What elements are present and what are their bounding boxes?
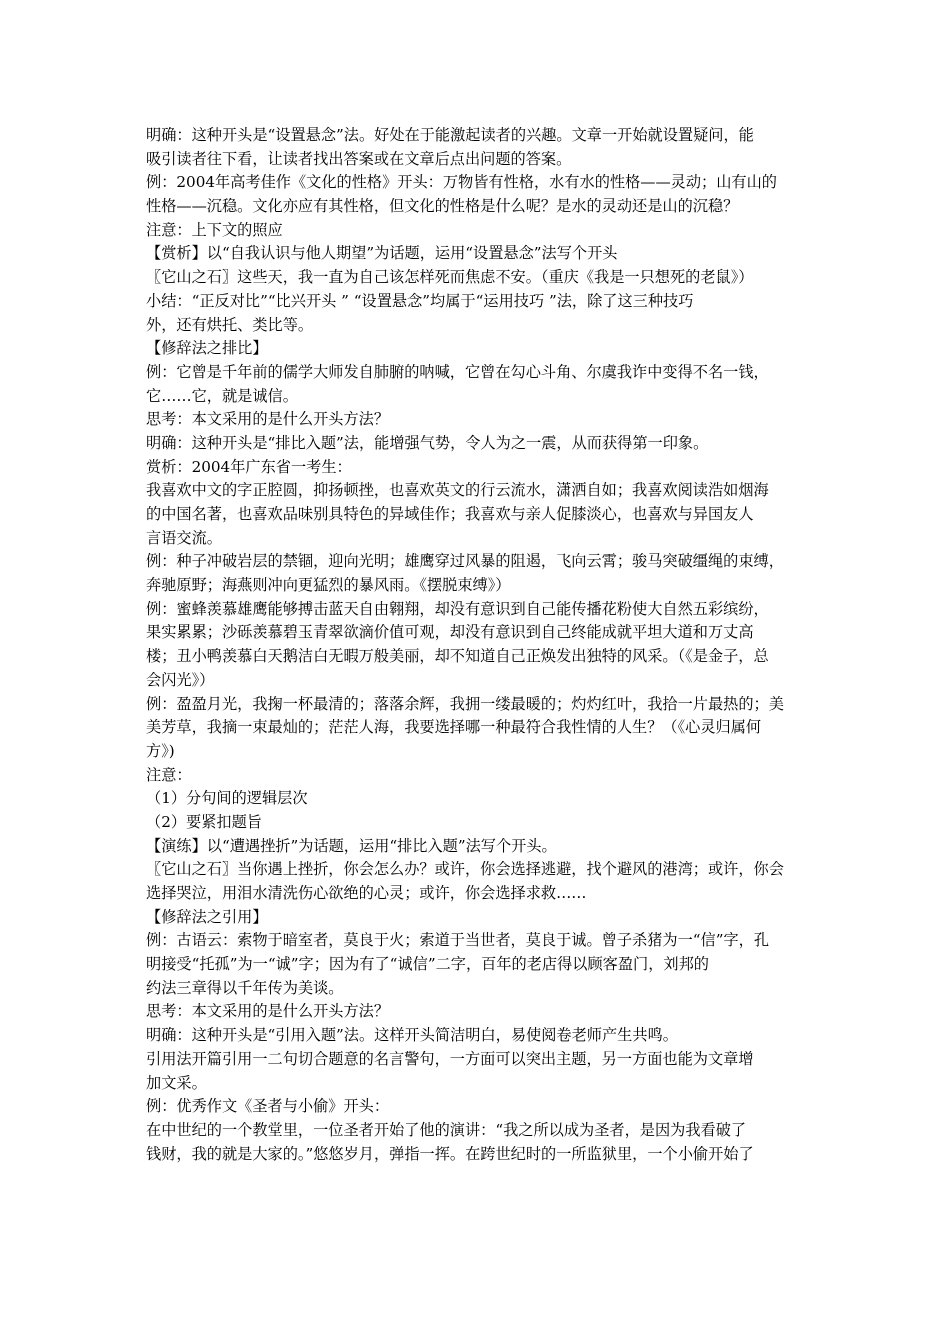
text-line: 【演练】以“遭遇挫折”为话题，运用“排比入题”法写个开头。 [146, 836, 557, 855]
text-line: 赏析：2004年广东省一考生： [146, 457, 352, 476]
text-line: 〖它山之石〗这些天，我一直为自己该怎样死而焦虑不安。（重庆《我是一只想死的老鼠》） [146, 268, 754, 287]
text-line: 明确：这种开头是“排比入题”法，能增强气势，令人为之一震，从而获得第一印象。 [146, 433, 709, 452]
text-line: 钱财，我的就是大家的。”悠悠岁月，弹指一挥。在跨世纪时的一所监狱里，一个小偷开始了 [146, 1144, 754, 1163]
text-line: 明接受“托孤”为一“诚”字；因为有了“诚信”二字，百年的老店得以顾客盈门，刘邦的 [146, 955, 709, 974]
text-line: 会闪光》） [146, 670, 215, 689]
text-line: 言语交流。 [146, 528, 222, 547]
text-line: 吸引读者往下看，让读者找出答案或在文章后点出问题的答案。 [146, 149, 572, 168]
text-line: 的中国名著，也喜欢品味别具特色的异域佳作；我喜欢与亲人促膝淡心，也喜欢与异国友人 [146, 505, 754, 523]
text-line: （1）分句间的逻辑层次 [146, 789, 308, 808]
text-line: 奔驰原野；海燕则冲向更猛烈的暴风雨。《摆脱束缚》） [146, 576, 511, 595]
document-body [146, 124, 804, 1166]
text-line: 注意： [146, 765, 192, 784]
text-line: 明确：这种开头是“引用入题”法。这样开头简洁明白，易使阅卷老师产生共鸣。 [146, 1026, 678, 1045]
text-line: 选择哭泣，用泪水清洗伤心欲绝的心灵；或许，你会选择求救…… [146, 884, 587, 902]
text-line: 【赏析】以“自我认识与他人期望”为话题，运用“设置悬念”法写个开头 [146, 244, 618, 263]
text-line: 注意：上下文的照应 [146, 220, 283, 239]
text-line: 明确：这种开头是“设置悬念”法。好处在于能激起读者的兴趣。文章一开始就设置疑问，能 [146, 126, 754, 144]
text-line: 楼；丑小鸭羡慕白天鹅洁白无暇万般美丽，却不知道自己正焕发出独特的风采。（《是金子，总 [146, 647, 769, 666]
text-line: 例：2004年高考佳作《文化的性格》开头：万物皆有性格，水有水的性格——灵动；山有山的 [146, 173, 777, 192]
text-line: 例：优秀作文《圣者与小偷》开头： [146, 1097, 389, 1116]
text-line: 果实累累；沙砾羡慕碧玉青翠欲滴价值可观，却没有意识到自己终能成就平坦大道和万丈高 [146, 623, 754, 642]
text-line: 它……它，就是诚信。 [146, 386, 298, 405]
text-line: 思考：本文采用的是什么开头方法？ [146, 410, 389, 429]
text-line: 例：盈盈月光，我掬一杯最清的；落落余辉，我拥一缕最暖的；灼灼红叶，我拾一片最热的；美 [146, 694, 784, 713]
text-line: 方》) [146, 741, 175, 760]
text-line: 在中世纪的一个教堂里，一位圣者开始了他的演讲：“我之所以成为圣者，是因为我看破了 [146, 1120, 747, 1139]
text-line: 例：古语云：索物于暗室者，莫良于火；索道于当世者，莫良于诚。曾子杀猪为一“信”字，孔 [146, 931, 770, 950]
text-line: （2）要紧扣题旨 [146, 812, 262, 831]
text-line: 我喜欢中文的字正腔圆，抑扬顿挫，也喜欢英文的行云流水，潇洒自如；我喜欢阅读浩如烟海 [146, 481, 769, 500]
text-line: 例：它曾是千年前的儒学大师发自肺腑的呐喊，它曾在勾心斗角、尔虞我诈中变得不名一钱， [146, 362, 769, 381]
text-line: 加文采。 [146, 1073, 207, 1092]
text-line: 小结：“正反对比”“比兴开头 ” “设置悬念”均属于“运用技巧 ”法，除了这三种技巧 [146, 291, 694, 310]
text-line: 性格——沉稳。文化亦应有其性格，但文化的性格是什么呢？是水的灵动还是山的沉稳？ [146, 197, 739, 216]
text-line: 引用法开篇引用一二句切合题意的名言警句，一方面可以突出主题，另一方面也能为文章增 [146, 1049, 754, 1068]
text-line: 约法三章得以千年传为美谈。 [146, 978, 344, 997]
text-line: 【修辞法之排比】 [146, 339, 268, 358]
text-line: 外，还有烘托、类比等。 [146, 315, 314, 334]
text-line: 例：种子冲破岩层的禁锢，迎向光明；雄鹰穿过风暴的阻遏，飞向云霄；骏马突破缰绳的束缚， [146, 552, 784, 571]
text-line: 思考：本文采用的是什么开头方法？ [146, 1002, 389, 1021]
text-line: 【修辞法之引用】 [146, 907, 268, 926]
text-line: 〖它山之石〗当你遇上挫折，你会怎么办？或许，你会选择逃避，找个避风的港湾；或许，你会 [146, 860, 784, 879]
text-line: 例：蜜蜂羡慕雄鹰能够搏击蓝天自由翱翔，却没有意识到自己能传播花粉使大自然五彩缤纷， [146, 599, 769, 618]
text-line: 美芳草，我摘一束最灿的；茫茫人海，我要选择哪一种最符合我性情的人生？（《心灵归属何 [146, 718, 762, 737]
